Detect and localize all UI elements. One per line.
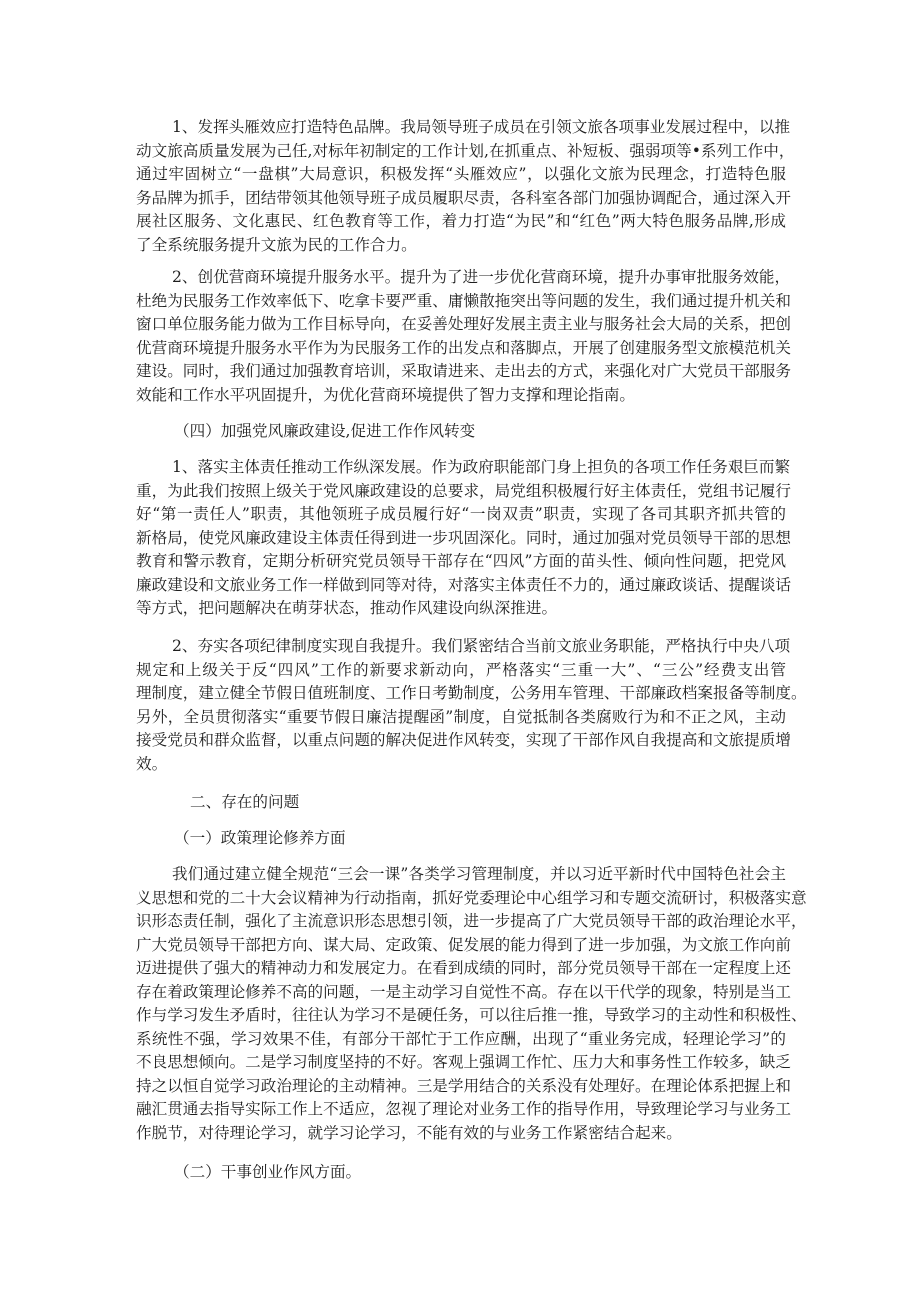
- text-line: 窗口单位服务能力做为工作目标导向，在妥善处理好发展主责主业与服务社会大局的关系，把创: [136, 315, 791, 333]
- text-line: 新格局，使党风廉政建设主体责任得到进一步巩固深化。同时，通过加强对党员领导干部的思想: [136, 529, 791, 547]
- text-line: 我们通过建立健全规范“三会一课”各类学习管理制度，并以习近平新时代中国特色社会主: [172, 865, 786, 883]
- chapter-heading: 二、存在的问题: [190, 793, 300, 811]
- text-line: 建设。同时，我们通过加强教育培训，采取请进来、走出去的方式，来强化对广大党员干部服务: [136, 362, 791, 380]
- text-line: 效。: [136, 755, 168, 773]
- section-heading: （二）干事创业作风方面。: [174, 1163, 362, 1181]
- text-line: 迈进提供了强大的精神动力和发展定力。在看到成绩的同时，部分党员领导干部在一定程度上还: [136, 959, 791, 977]
- text-line: 识形态责任制，强化了主流意识形态思想引领，进一步提高了广大党员领导干部的政治理论水平，: [136, 912, 807, 930]
- text-line: 广大党员领导干部把方向、谋大局、定政策、促发展的能力得到了进一步加强，为文旅工作向前: [136, 936, 791, 954]
- text-line: 教育和警示教育，定期分析研究党员领导干部存在“四风”方面的苗头性、倾向性问题，把党风: [136, 552, 786, 570]
- text-line: 2、创优营商环境提升服务水平。提升为了进一步优化营商环境，提升办事审批服务效能，: [172, 268, 791, 286]
- text-line: 义思想和党的二十大会议精神为行动指南，抓好党委理论中心组学习和专题交流研讨，积极落实意: [136, 889, 807, 907]
- section-heading: （四）加强党风廉政建设,促进工作作风转变: [174, 422, 476, 440]
- text-line: 系统性不强，学习效果不佳，有部分干部忙于工作应酬，出现了“重业务完成，轻理论学习”的: [136, 1030, 786, 1048]
- section-heading: （一）政策理论修养方面: [174, 829, 346, 847]
- text-line: 规定和上级关于反“四风”工作的新要求新动向，严格落实“三重一大”、“三公”经费支出管: [136, 661, 786, 679]
- text-line: 存在着政策理论修养不高的问题，一是主动学习自觉性不高。存在以干代学的现象，特别是当工: [136, 983, 791, 1001]
- text-line: 作与学习发生矛盾时，往往认为学习不是硬任务，可以往后推一推，导致学习的主动性和积极性、: [136, 1006, 807, 1024]
- text-line: 不良思想倾向。二是学习制度坚持的不好。客观上强调工作忙、压力大和事务性工作较多，缺乏: [136, 1053, 791, 1071]
- text-line: 另外，全员贯彻落实“重要节假日廉洁提醒函”制度，自觉抵制各类腐败行为和不正之风，主动: [136, 708, 786, 726]
- text-line: 务品牌为抓手，团结带领其他领导班子成员履职尽责，各科室各部门加强协调配合，通过深入开: [136, 189, 791, 207]
- text-line: 接受党员和群众监督，以重点问题的解决促进作风转变，实现了干部作风自我提高和文旅提质增: [136, 731, 791, 749]
- text-line: 展社区服务、文化惠民、红色教育等工作，着力打造“为民”和“红色”两大特色服务品牌,形成: [136, 212, 786, 230]
- text-line: 好“第一责任人”职责，其他领班子成员履行好“一岗双责”职责，实现了各司其职齐抓共管的: [136, 505, 786, 523]
- text-line: 1、发挥头雁效应打造特色品牌。我局领导班子成员在引领文旅各项事业发展过程中，以推: [172, 118, 791, 136]
- text-line: 持之以恒自觉学习政治理论的主动精神。三是学用结合的关系没有处理好。在理论体系把握上和: [136, 1077, 791, 1095]
- text-line: 作脱节，对待理论学习，就学习论学习，不能有效的与业务工作紧密结合起来。: [136, 1124, 682, 1142]
- text-line: 动文旅高质量发展为己任,对标年初制定的工作计划,在抓重点、补短板、强弱项等•系列工作中，: [136, 142, 795, 160]
- text-line: 等方式，把问题解决在萌芽状态，推动作风建设向纵深推进。: [136, 599, 558, 617]
- text-line: 1、落实主体责任推动工作纵深发展。作为政府职能部门身上担负的各项工作任务艰巨而繁: [172, 458, 791, 476]
- text-line: 理制度，建立健全节假日值班制度、工作日考勤制度，公务用车管理、干部廉政档案报备等制度。: [136, 684, 807, 702]
- text-line: 重，为此我们按照上级关于党风廉政建设的总要求，局党组积极履行好主体责任，党组书记履行: [136, 482, 791, 500]
- text-line: 优营商环境提升服务水平作为为民服务工作的出发点和落脚点，开展了创建服务型文旅模范机关: [136, 339, 791, 357]
- text-line: 杜绝为民服务工作效率低下、吃拿卡要严重、庸懒散拖突出等问题的发生，我们通过提升机关和: [136, 292, 791, 310]
- text-line: 廉政建设和文旅业务工作一样做到同等对待，对落实主体责任不力的，通过廉政谈话、提醒谈话: [136, 576, 791, 594]
- text-line: 效能和工作水平巩固提升，为优化营商环境提供了智力支撑和理论指南。: [136, 386, 636, 404]
- text-line: 2、夯实各项纪律制度实现自我提升。我们紧密结合当前文旅业务职能，严格执行中央八项: [172, 637, 791, 655]
- text-line: 通过牢固树立“一盘棋”大局意识，积极发挥“头雁效应”，以强化文旅为民理念，打造特色服: [136, 165, 786, 183]
- text-line: 了全系统服务提升文旅为民的工作合力。: [136, 236, 417, 254]
- text-line: 融汇贯通去指导实际工作上不适应，忽视了理论对业务工作的指导作用，导致理论学习与业务工: [136, 1100, 791, 1118]
